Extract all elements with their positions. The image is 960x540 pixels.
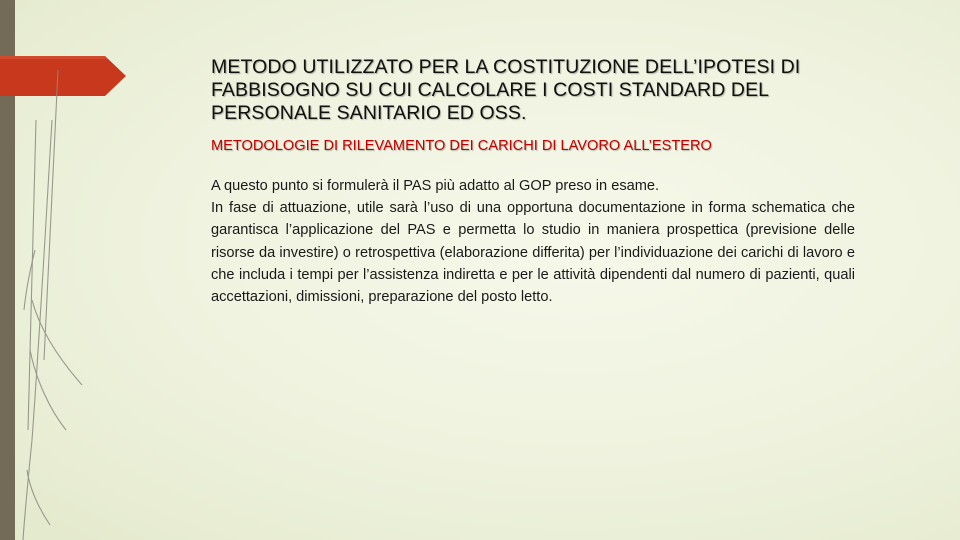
vine-lines-icon [23,70,82,540]
arrow-tab-icon [0,56,126,96]
slide-subtitle: METODOLOGIE DI RILEVAMENTO DEI CARICHI DI LAVORO ALL’ESTERO [211,138,712,154]
paragraph-rest: In fase di attuazione, utile sarà l’uso di una opportuna documentazione in forma schematica che garantisca l’applicazione del PAS e permetta lo studio in maniera prospettica (previsione delle risorse da investire) o retrospettiva (elaborazione differita) per l’individuazione dei carichi di lavoro e che includa i tempi per l’assistenza indiretta e per le attività dipendenti dal numero di pazienti, quali accettazioni, dimissioni, preparazione del posto letto. [211,200,855,306]
paragraph-line-1: A questo punto si formulerà il PAS più adatto al GOP preso in esame. [211,178,660,194]
slide-body-paragraph [211,175,855,308]
slide-title: METODO UTILIZZATO PER LA COSTITUZIONE DELL’IPOTESI DI FABBISOGNO SU CUI CALCOLARE I COSTI STANDARD DEL PERSONALE SANITARIO ED OSS. [211,56,801,124]
slide-content [211,56,855,308]
